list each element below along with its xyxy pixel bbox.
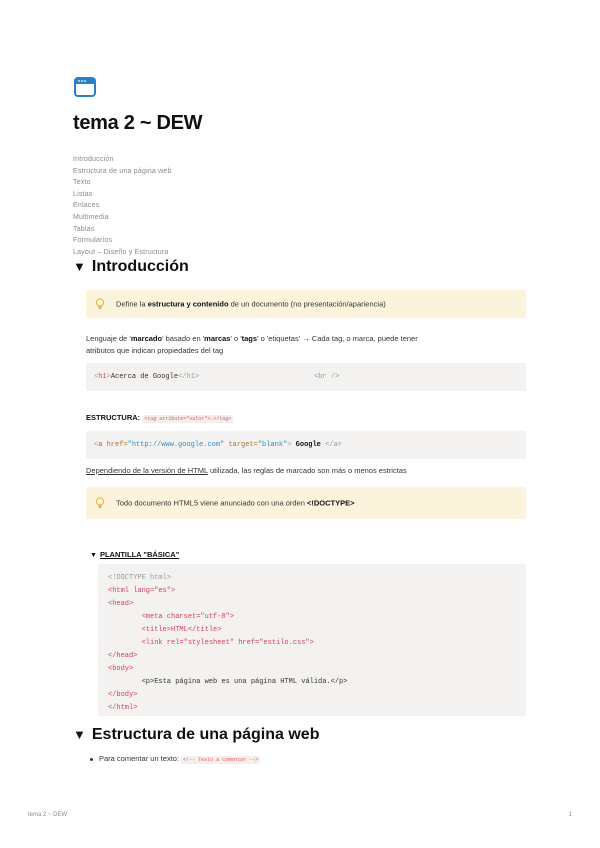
callout-text-end: de un documento (no presentación/apariencia) [228, 299, 386, 309]
lightbulb-icon [95, 298, 105, 310]
callout-text: Todo documento HTML5 viene anunciado con una orden [116, 498, 307, 508]
code-token: </h1> [178, 373, 200, 381]
code-token: a [98, 441, 103, 449]
code-line: </body> [108, 691, 138, 699]
inline-code: <!-- Texto a comentar --> [183, 757, 259, 763]
bold-run: tags [241, 334, 258, 343]
code-token: target= [224, 441, 258, 449]
code-line: <title>HTML</title> [108, 626, 222, 634]
code-token: h1 [98, 373, 107, 381]
toc-link-formularios[interactable]: Formularios [73, 237, 113, 245]
paragraph-lenguaje [86, 333, 526, 357]
toggle-triangle-icon[interactable]: ▼ [73, 259, 86, 274]
toc-link-estructura[interactable]: Estructura de una página web [73, 167, 172, 175]
code-block-anchor-example [86, 431, 526, 459]
toc-link-texto[interactable]: Texto [73, 179, 91, 187]
callout-text: Define la [116, 299, 148, 309]
callout-bold-text: estructura y contenido [147, 299, 229, 309]
underlined-text: Dependiendo de la versión de HTML [86, 466, 208, 475]
code-token: Google [291, 441, 326, 449]
paragraph-version [86, 465, 526, 477]
bold-run: marcado [130, 334, 163, 343]
toggle-plantilla-basica[interactable] [90, 550, 179, 559]
code-token-br: <br /> [314, 373, 340, 381]
text-run: ' o 'etiquetas' → Cada tag, o marca, puede tener [257, 334, 418, 343]
toc-link-enlaces[interactable]: Enlaces [73, 202, 100, 210]
toc-link-tablas[interactable]: Tablas [73, 225, 95, 233]
toggle-heading-text: PLANTILLA "BÁSICA" [99, 550, 180, 559]
text-run: ' basado en ' [162, 334, 205, 343]
list-item [90, 754, 260, 763]
estructura-label: ESTRUCTURA: [86, 413, 141, 422]
code-line: </html> [108, 704, 138, 712]
callout-bold-text: <!DOCTYPE> [306, 498, 355, 508]
code-line: <meta charset="utf-8"> [108, 613, 235, 621]
footer-doc-title: tema 2 ~ DEW [28, 812, 68, 818]
inline-code: <tag atribute="valor">…</tag> [144, 416, 232, 422]
callout-definition [86, 290, 526, 318]
table-of-contents [73, 154, 172, 258]
window-icon [74, 77, 96, 97]
heading-text: Introducción [91, 258, 189, 275]
list-item-text: Para comentar un texto: [99, 754, 182, 763]
text-run: ' o ' [230, 334, 242, 343]
section-heading-estructura[interactable] [73, 726, 319, 744]
heading-text: Estructura de una página web [91, 726, 320, 743]
code-token: Acerca de Google [110, 373, 179, 381]
toc-link-listas[interactable]: Listas [73, 190, 93, 198]
code-line: <body> [108, 665, 134, 673]
text-run: utilizada, las reglas de marcado son más o menos estrictas [207, 466, 407, 475]
code-line: <html lang="es"> [108, 587, 176, 595]
text-run: Lenguaje de ' [86, 334, 131, 343]
code-line: </head> [108, 652, 138, 660]
toc-link-multimedia[interactable]: Multimedia [73, 213, 109, 221]
code-token: > [106, 373, 111, 381]
section-heading-introduccion[interactable] [73, 258, 189, 276]
text-run: atributos que indican propiedades del tag [86, 346, 224, 355]
estructura-line [86, 412, 526, 425]
code-line: <head> [108, 600, 134, 608]
toc-link-layout[interactable]: Layout – Diseño y Estructura [73, 248, 169, 256]
callout-doctype [86, 487, 526, 519]
code-line: <p>Esta página web es una página HTML válida.</p> [108, 678, 348, 686]
code-token: < [94, 373, 99, 381]
page-title: tema 2 ~ DEW [73, 112, 203, 134]
toggle-triangle-icon[interactable]: ▼ [90, 552, 97, 559]
toc-link-introduccion[interactable]: Introducción [73, 156, 114, 163]
code-token: < [94, 441, 99, 449]
code-line: <!DOCTYPE html> [108, 574, 172, 582]
code-token: </a> [325, 441, 342, 449]
code-block-h1-example [86, 363, 526, 391]
lightbulb-icon [95, 497, 105, 509]
footer-page-number: 1 [568, 812, 572, 818]
code-token: href= [102, 441, 128, 449]
toggle-triangle-icon[interactable]: ▼ [73, 727, 86, 742]
bold-run: marcas [204, 334, 231, 343]
code-token: "blank" [257, 441, 288, 449]
code-block-plantilla [98, 564, 526, 716]
bullet-dot-icon [90, 758, 93, 761]
code-token: "http://www.google.com" [127, 441, 225, 449]
code-token: > [287, 441, 292, 449]
code-line: <link rel="stylesheet" href="estilo.css"> [108, 639, 314, 647]
